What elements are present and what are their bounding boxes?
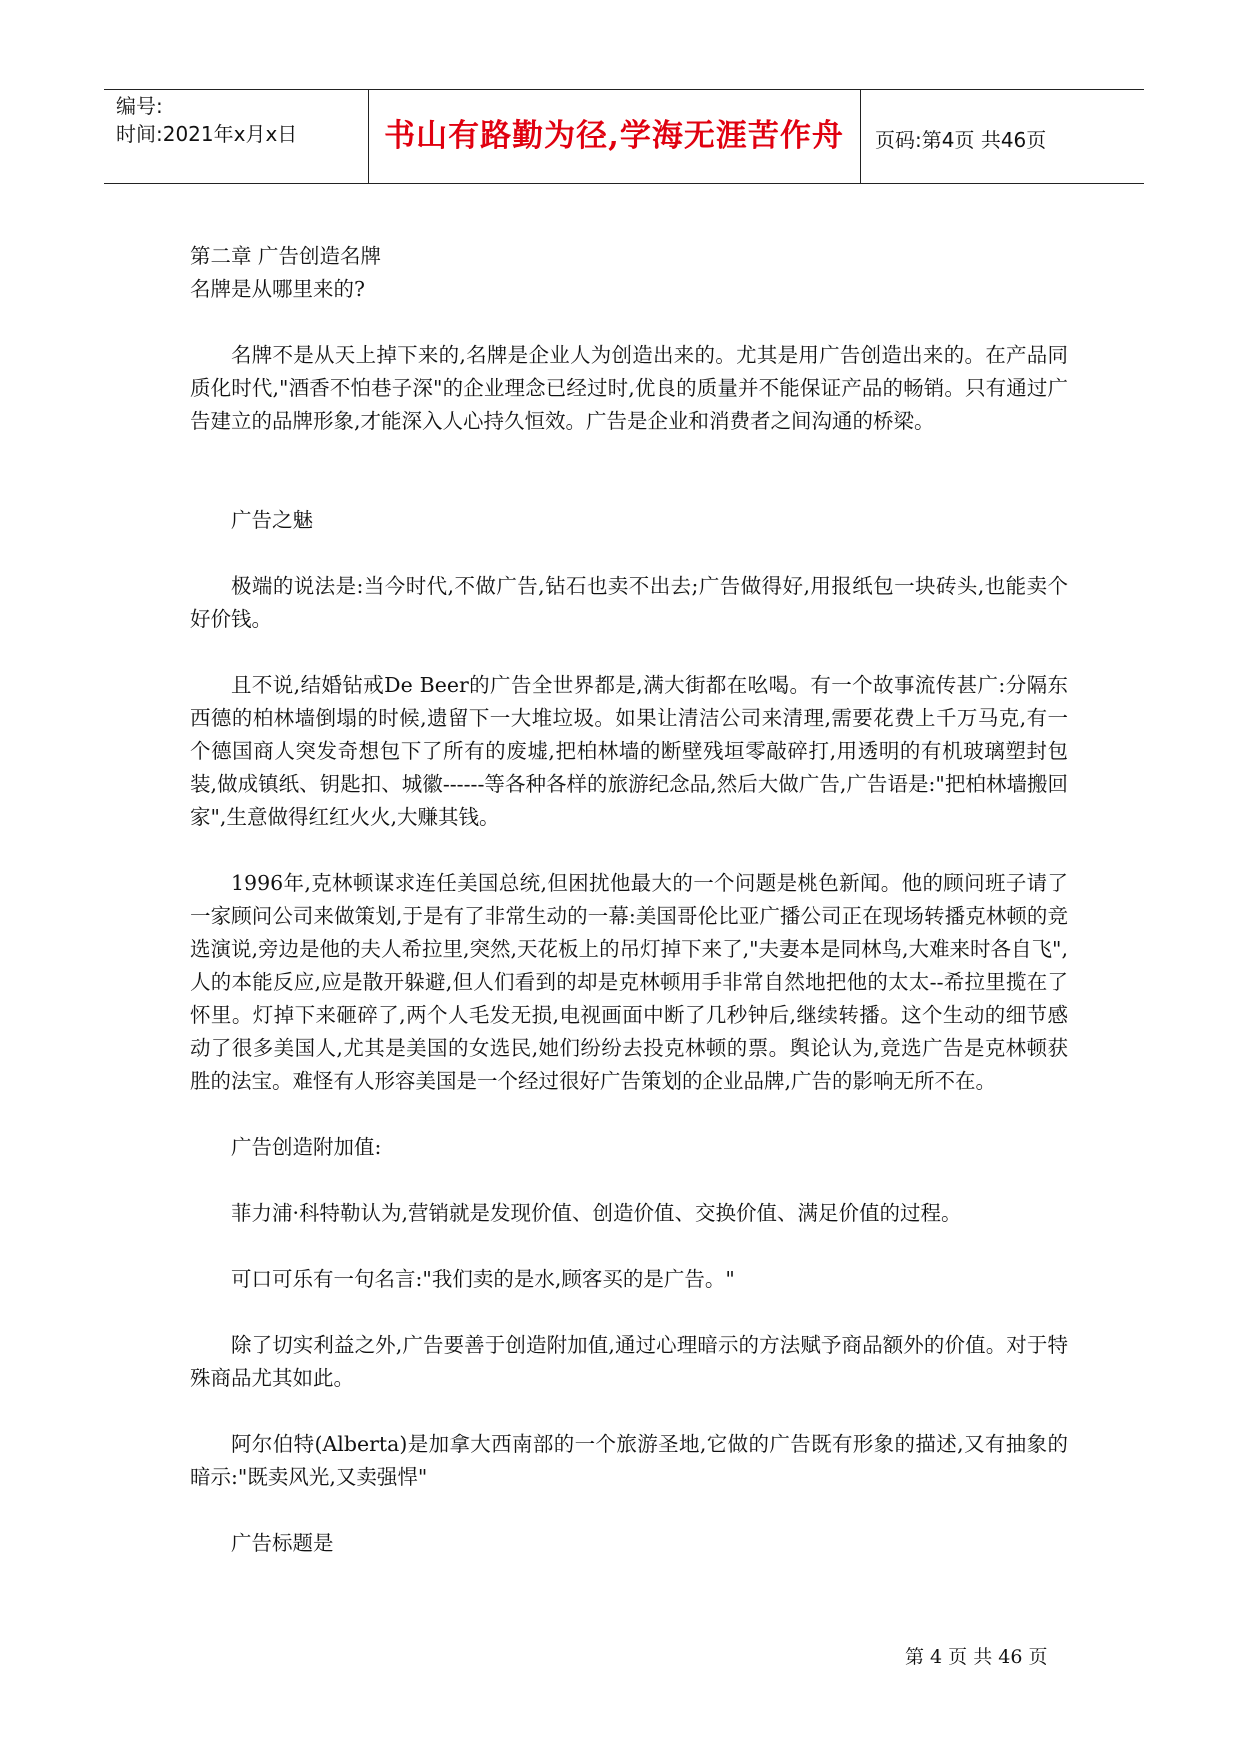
paragraph-extreme-saying: 极端的说法是:当今时代,不做广告,钻石也卖不出去;广告做得好,用报纸包一块砖头,也能卖个好价钱。	[190, 574, 1068, 631]
spacer	[190, 636, 1068, 669]
spacer	[190, 1494, 1068, 1527]
spacer	[190, 834, 1068, 867]
header-divider-right	[860, 89, 861, 183]
paragraph-clinton: 1996年,克林顿谋求连任美国总统,但困扰他最大的一个问题是桃色新闻。他的顾问班子请了一家顾问公司来做策划,于是有了非常生动的一幕:美国哥伦比亚广播公司正在现场转播克林顿的竞选演说,旁边是他的夫人希拉里,突然,天花板上的吊灯掉下来了,"夫妻本是同林鸟,大难来时各自飞",人的本能反应,应是散开躲避,但人们看到的却是克林顿用手非常自然地把他的太太--希拉里揽在了怀里。灯掉下来砸碎了,两个人毛发无损,电视画面中断了几秒钟后,继续转播。这个生动的细节感动了很多美国人,尤其是美国的女选民,她们纷纷去投克林顿的票。舆论认为,竞选广告是克林顿获胜的法宝。难怪有人形容美国是一个经过很好广告策划的企业品牌,广告的影响无所不在。	[190, 871, 1068, 1093]
page-footer: 第 4 页 共 46 页	[905, 1646, 1048, 1668]
paragraph-ad-title: 广告标题是	[231, 1531, 334, 1555]
paragraph-alberta: 阿尔伯特(Alberta)是加拿大西南部的一个旅游圣地,它做的广告既有形象的描述,又有抽象的暗示:"既卖风光,又卖强悍"	[190, 1432, 1068, 1489]
paragraph-coca-cola: 可口可乐有一句名言:"我们卖的是水,顾客买的是广告。"	[231, 1267, 735, 1291]
spacer	[190, 438, 1068, 504]
header-top-rule	[104, 89, 1144, 90]
header-motto: 书山有路勤为径,学海无涯苦作舟	[384, 118, 844, 154]
paragraph-berlin-wall: 且不说,结婚钻戒De Beer的广告全世界都是,满大街都在吆喝。有一个故事流传甚广:分隔东西德的柏林墙倒塌的时候,遗留下一大堆垃圾。如果让清洁公司来清理,需要花费上千万马克,有一个德国商人突发奇想包下了所有的废墟,把柏林墙的断壁残垣零敲碎打,用透明的有机玻璃塑封包装,做成镇纸、钥匙扣、城徽------等各种各样的旅游纪念品,然后大做广告,广告语是:"把柏林墙搬回家",生意做得红红火火,大赚其钱。	[190, 673, 1068, 829]
spacer	[190, 1230, 1068, 1263]
number-label: 编号:	[116, 94, 163, 118]
spacer	[190, 1098, 1068, 1131]
date-label: 时间:2021年x月x日	[116, 122, 298, 146]
spacer	[190, 537, 1068, 570]
section-heading-charm: 广告之魅	[231, 508, 313, 532]
paragraph-added-value: 除了切实利益之外,广告要善于创造附加值,通过心理暗示的方法赋予商品额外的价值。对于特殊商品尤其如此。	[190, 1333, 1068, 1390]
paragraph-intro: 名牌不是从天上掉下来的,名牌是企业人为创造出来的。尤其是用广告创造出来的。在产品同质化时代,"酒香不怕巷子深"的企业理念已经过时,优良的质量并不能保证产品的畅销。只有通过广告建立的品牌形象,才能深入人心持久恒效。广告是企业和消费者之间沟通的桥梁。	[190, 343, 1068, 433]
document-body	[190, 240, 1068, 1560]
spacer	[190, 1164, 1068, 1197]
spacer	[190, 306, 1068, 339]
section-heading-added-value: 广告创造附加值:	[231, 1135, 382, 1159]
header-bottom-rule	[104, 183, 1144, 184]
paragraph-kotler: 菲力浦·科特勒认为,营销就是发现价值、创造价值、交换价值、满足价值的过程。	[231, 1201, 962, 1225]
spacer	[190, 1395, 1068, 1428]
header-divider-left	[368, 89, 369, 183]
chapter-question: 名牌是从哪里来的?	[190, 277, 365, 301]
header-meta	[116, 92, 364, 148]
header-page-code: 页码:第4页 共46页	[875, 128, 1047, 152]
spacer	[190, 1296, 1068, 1329]
chapter-title: 第二章 广告创造名牌	[190, 244, 382, 268]
